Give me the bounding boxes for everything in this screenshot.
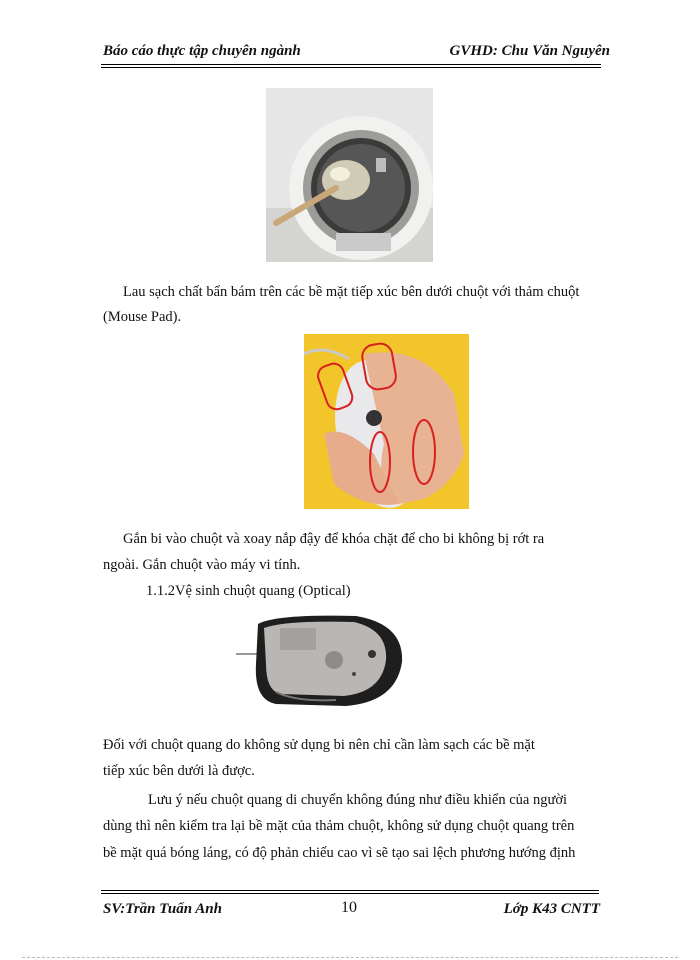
header-report-title: Báo cáo thực tập chuyên ngành: [103, 43, 301, 59]
footer-rule: [101, 890, 599, 891]
header-rule: [101, 64, 601, 65]
photo-cleaning-ball-socket: [266, 88, 433, 262]
photo-hand-holding-mouse: [304, 334, 469, 509]
paragraph-1-line-1: Lau sạch chất bẩn bám trên các bề mặt tiếp xúc bên dưới chuột với thảm chuột: [123, 284, 580, 300]
page-break-line: [22, 957, 678, 958]
page-number: 10: [341, 899, 357, 916]
paragraph-4-line-2: dùng thì nên kiểm tra lại bề mặt của thảm chuột, không sử dụng chuột quang trên: [103, 818, 575, 834]
paragraph-4-line-3: bề mặt quá bóng láng, có độ phản chiếu cao vì sẽ tạo sai lệch phương hướng định: [103, 845, 576, 861]
photo-optical-mouse-underside: [236, 614, 406, 708]
paragraph-2-line-1: Gắn bi vào chuột và xoay nắp đậy để khóa chặt để cho bi không bị rớt ra: [123, 531, 545, 547]
header-rule-double: [101, 67, 601, 68]
header-supervisor: GVHD: Chu Văn Nguyên: [449, 43, 610, 59]
paragraph-4-line-1: Lưu ý nếu chuột quang di chuyển không đúng như điều khiển của người: [148, 792, 568, 808]
footer-class: Lớp K43 CNTT: [503, 901, 600, 917]
footer-student-name: SV:Trần Tuấn Anh: [103, 901, 222, 917]
section-heading-1-1-2: 1.1.2Vệ sinh chuột quang (Optical): [146, 583, 351, 599]
paragraph-2-line-2: ngoài. Gắn chuột vào máy vi tính.: [103, 557, 301, 573]
paragraph-3-line-1: Đối với chuột quang do không sử dụng bi nên chỉ cần làm sạch các bề mặt: [103, 737, 535, 753]
paragraph-3-line-2: tiếp xúc bên dưới là được.: [103, 763, 255, 779]
footer-rule-double: [101, 893, 599, 894]
paragraph-1-line-2: (Mouse Pad).: [103, 309, 182, 325]
